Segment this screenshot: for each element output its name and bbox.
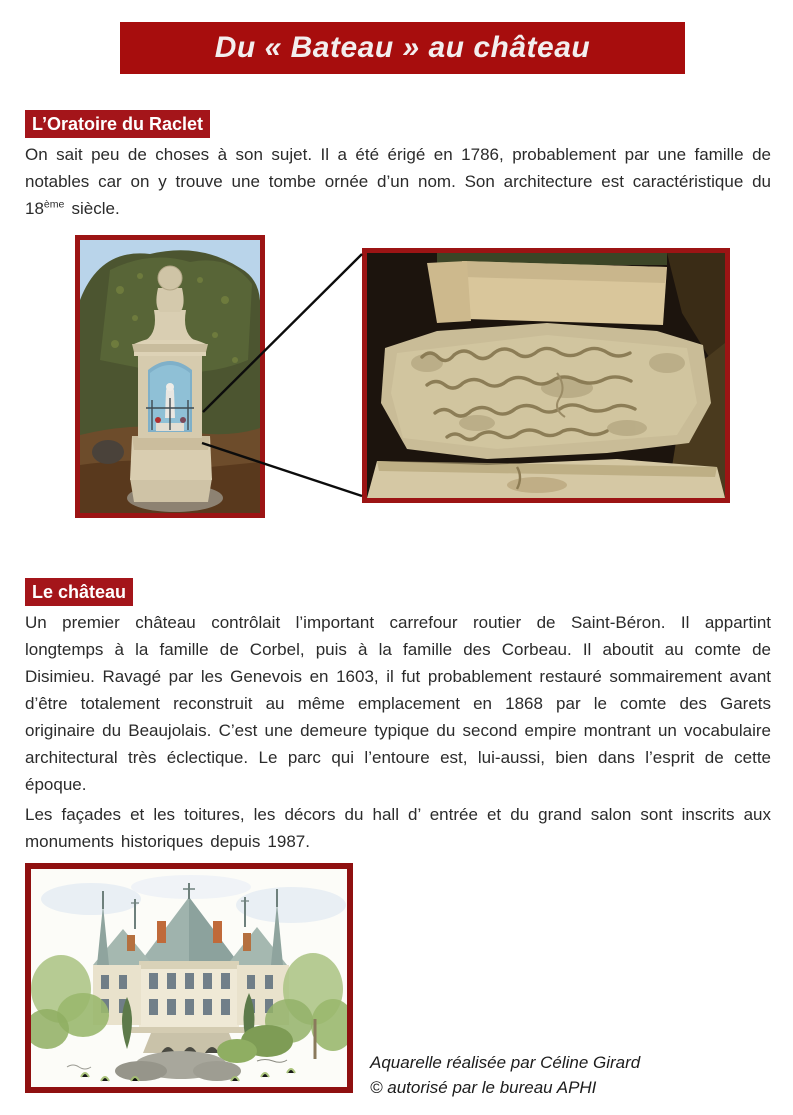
watercolor-photo [25, 863, 353, 1093]
section-heading-oratoire [25, 110, 210, 138]
caption-line-2: © autorisé par le bureau APHI [370, 1078, 597, 1097]
watercolor-photo-image [31, 869, 347, 1087]
inscription-photo [362, 248, 730, 503]
inscription-photo-image [367, 253, 725, 498]
oratory-photo-image [80, 240, 260, 513]
paragraph-oratoire-text: On sait peu de choses à son sujet. Il a été érigé en 1786, probablement par une famille de notables car on y trouve une tombe ornée d’un nom. Son architecture est caractéristique du 18 [25, 145, 771, 218]
superscript-eme: ème [43, 198, 65, 211]
paragraph-oratoire [25, 141, 771, 222]
paragraph-chateau-2: Les façades et les toitures, les décors du hall d’ entrée et du grand salon sont inscrits aux monuments historiques depuis 1987. [25, 805, 771, 851]
oratory-photo [75, 235, 265, 518]
watercolor-caption [370, 1050, 640, 1100]
section-heading-oratoire-label: L’Oratoire du Raclet [32, 114, 204, 134]
caption-line-1: Aquarelle réalisée par Céline Girard [370, 1053, 641, 1072]
section-heading-chateau-label: Le château [32, 582, 127, 602]
page-title: Du « Bateau » au château [214, 31, 591, 64]
paragraph-oratoire-end: siècle. [64, 199, 120, 218]
section-heading-chateau [25, 578, 133, 606]
paragraph-chateau-1: Un premier château contrôlait l’important carrefour routier de Saint-Béron. Il appartint longtemps à la famille de Corbel, puis à la famille des Corbeau. Il aboutit au comte de Disimieu. Ravagé par les Genevois en 1603, il fut probablement restauré sommairement avant d’être totalement reconstruit au même emplacement en 1868 par le comte des Garets originaire du Beaujolais. C’est une demeure typique du second empire montrant un vocabulaire architectural très éclectique. Le parc qui l’entoure est, lui-aussi, bien dans l’esprit de cette époque. [25, 613, 771, 794]
title-banner [120, 22, 685, 74]
